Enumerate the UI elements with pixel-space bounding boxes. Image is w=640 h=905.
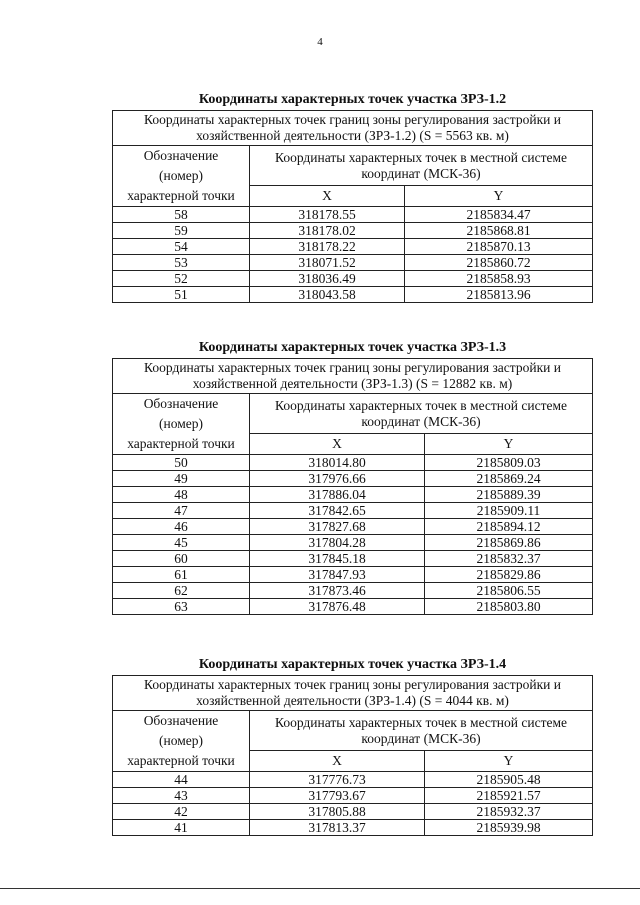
zone-header-cell [113, 676, 593, 711]
coordinates-table [112, 110, 593, 303]
coordinates-header-line1: Координаты характерных точек в местной системе [274, 397, 568, 413]
coordinates-header [250, 711, 593, 751]
y-coordinate-cell: 2185932.37 [425, 804, 593, 820]
x-coordinate-cell: 317847.93 [250, 567, 425, 583]
designation-line2: (номер) [159, 168, 203, 183]
table-row [113, 255, 593, 271]
x-coordinate-cell: 318178.22 [250, 239, 405, 255]
table-row [113, 487, 593, 503]
x-coordinate-cell: 317976.66 [250, 471, 425, 487]
zone-header-line1: Координаты характерных точек границ зоны регулирования застройки и [144, 677, 561, 692]
point-number-cell: 44 [113, 772, 250, 788]
table-row [113, 503, 593, 519]
column-header-row [113, 394, 593, 434]
section-title: Координаты характерных точек участка ЗРЗ-1.3 [198, 340, 507, 355]
section-zrz-1-4 [112, 655, 593, 836]
coordinates-header [250, 394, 593, 434]
section-title: Координаты характерных точек участка ЗРЗ-1.2 [198, 92, 507, 107]
coordinates-table [112, 675, 593, 836]
point-number-cell: 49 [113, 471, 250, 487]
section-title: Координаты характерных точек участка ЗРЗ-1.4 [198, 657, 507, 672]
y-coordinate-cell: 2185869.24 [425, 471, 593, 487]
table-row [113, 207, 593, 223]
x-coordinate-cell: 317876.48 [250, 599, 425, 615]
y-coordinate-cell: 2185832.37 [425, 551, 593, 567]
designation-line3: характерной точки [127, 436, 235, 451]
x-coordinate-cell: 318036.49 [250, 271, 405, 287]
y-coordinate-cell: 2185909.11 [425, 503, 593, 519]
table-row [113, 455, 593, 471]
coordinates-header-line1: Координаты характерных точек в местной системе [274, 149, 568, 165]
column-header-row [113, 711, 593, 751]
y-coordinate-cell: 2185905.48 [425, 772, 593, 788]
x-coordinate-cell: 317873.46 [250, 583, 425, 599]
table-row [113, 599, 593, 615]
point-number-cell: 61 [113, 567, 250, 583]
table-row [113, 788, 593, 804]
point-number-cell: 60 [113, 551, 250, 567]
point-number-cell: 46 [113, 519, 250, 535]
point-number-cell: 45 [113, 535, 250, 551]
y-coordinate-cell: 2185829.86 [425, 567, 593, 583]
page-number: 4 [317, 36, 323, 48]
y-coordinate-cell: 2185809.03 [425, 455, 593, 471]
table-row [113, 471, 593, 487]
coordinates-table [112, 358, 593, 615]
x-coordinate-cell: 317886.04 [250, 487, 425, 503]
y-coordinate-cell: 2185860.72 [405, 255, 593, 271]
coordinates-header-line2: координат (МСК-36) [361, 413, 481, 429]
point-number-cell: 51 [113, 287, 250, 303]
table-row [113, 804, 593, 820]
point-number-cell: 59 [113, 223, 250, 239]
point-number-cell: 52 [113, 271, 250, 287]
y-header: Y [425, 751, 593, 772]
y-coordinate-cell: 2185921.57 [425, 788, 593, 804]
x-coordinate-cell: 318178.55 [250, 207, 405, 223]
point-number-cell: 47 [113, 503, 250, 519]
point-number-cell: 42 [113, 804, 250, 820]
x-coordinate-cell: 317793.67 [250, 788, 425, 804]
designation-line1: Обозначение [143, 148, 219, 163]
zone-header-line2: хозяйственной деятельности (ЗРЗ-1.2) (S = 5563 кв. м) [196, 128, 509, 143]
designation-header [113, 146, 250, 207]
x-header: X [250, 186, 405, 207]
footer-rule [0, 888, 640, 889]
x-header: X [250, 434, 425, 455]
designation-header [113, 711, 250, 772]
table-row [113, 519, 593, 535]
y-coordinate-cell: 2185939.98 [425, 820, 593, 836]
point-number-cell: 54 [113, 239, 250, 255]
y-coordinate-cell: 2185894.12 [425, 519, 593, 535]
y-coordinate-cell: 2185858.93 [405, 271, 593, 287]
x-coordinate-cell: 317842.65 [250, 503, 425, 519]
x-header: X [250, 751, 425, 772]
x-coordinate-cell: 317804.28 [250, 535, 425, 551]
table-row [113, 567, 593, 583]
designation-line1: Обозначение [143, 713, 219, 728]
zone-header-row [113, 676, 593, 711]
y-coordinate-cell: 2185806.55 [425, 583, 593, 599]
x-coordinate-cell: 317827.68 [250, 519, 425, 535]
point-number-cell: 58 [113, 207, 250, 223]
x-coordinate-cell: 318178.02 [250, 223, 405, 239]
designation-line2: (номер) [159, 416, 203, 431]
designation-line3: характерной точки [127, 753, 235, 768]
coordinates-header-line2: координат (МСК-36) [361, 165, 481, 181]
y-coordinate-cell: 2185868.81 [405, 223, 593, 239]
x-coordinate-cell: 317813.37 [250, 820, 425, 836]
x-coordinate-cell: 317845.18 [250, 551, 425, 567]
y-coordinate-cell: 2185834.47 [405, 207, 593, 223]
table-row [113, 223, 593, 239]
table-row [113, 551, 593, 567]
coordinates-header-line2: координат (МСК-36) [361, 730, 481, 746]
x-coordinate-cell: 318014.80 [250, 455, 425, 471]
point-number-cell: 43 [113, 788, 250, 804]
y-header: Y [405, 186, 593, 207]
section-zrz-1-3 [112, 338, 593, 615]
y-coordinate-cell: 2185803.80 [425, 599, 593, 615]
point-number-cell: 41 [113, 820, 250, 836]
x-coordinate-cell: 317805.88 [250, 804, 425, 820]
zone-header-line1: Координаты характерных точек границ зоны регулирования застройки и [144, 360, 561, 375]
y-coordinate-cell: 2185870.13 [405, 239, 593, 255]
y-coordinate-cell: 2185889.39 [425, 487, 593, 503]
designation-header [113, 394, 250, 455]
y-coordinate-cell: 2185813.96 [405, 287, 593, 303]
y-header: Y [425, 434, 593, 455]
designation-line3: характерной точки [127, 188, 235, 203]
x-coordinate-cell: 317776.73 [250, 772, 425, 788]
point-number-cell: 50 [113, 455, 250, 471]
column-header-row [113, 146, 593, 186]
coordinates-header-line1: Координаты характерных точек в местной системе [274, 714, 568, 730]
coordinates-header [250, 146, 593, 186]
zone-header-cell [113, 111, 593, 146]
designation-line2: (номер) [159, 733, 203, 748]
point-number-cell: 53 [113, 255, 250, 271]
table-row [113, 772, 593, 788]
zone-header-row [113, 111, 593, 146]
table-row [113, 271, 593, 287]
zone-header-line2: хозяйственной деятельности (ЗРЗ-1.4) (S = 4044 кв. м) [196, 693, 509, 708]
zone-header-cell [113, 359, 593, 394]
designation-line1: Обозначение [143, 396, 219, 411]
table-row [113, 820, 593, 836]
section-zrz-1-2 [112, 90, 593, 303]
point-number-cell: 63 [113, 599, 250, 615]
x-coordinate-cell: 318043.58 [250, 287, 405, 303]
point-number-cell: 62 [113, 583, 250, 599]
zone-header-line2: хозяйственной деятельности (ЗРЗ-1.3) (S = 12882 кв. м) [192, 376, 513, 391]
table-row [113, 535, 593, 551]
table-row [113, 239, 593, 255]
zone-header-line1: Координаты характерных точек границ зоны регулирования застройки и [144, 112, 561, 127]
table-row [113, 287, 593, 303]
x-coordinate-cell: 318071.52 [250, 255, 405, 271]
point-number-cell: 48 [113, 487, 250, 503]
table-row [113, 583, 593, 599]
y-coordinate-cell: 2185869.86 [425, 535, 593, 551]
zone-header-row [113, 359, 593, 394]
